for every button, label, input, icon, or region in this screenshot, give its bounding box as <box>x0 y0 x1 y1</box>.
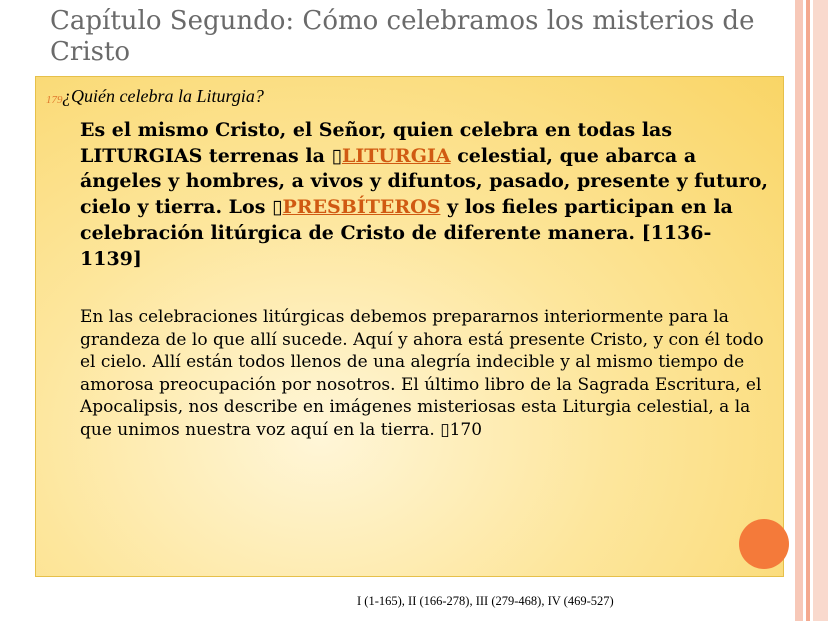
content-box <box>35 76 784 577</box>
link-marker-icon: ▯ <box>331 144 342 167</box>
link-presbiteros[interactable]: PRESBÍTEROS <box>282 196 441 219</box>
answer-text <box>80 118 770 272</box>
explanation-body: En las celebraciones litúrgicas debemos prepararnos interiormente para la grandeza de lo que allí sucede. Aquí y ahora está presente Cristo, y con él todo el cielo. Allí están todos llenos de una alegría indecible y al mismo tiempo de amorosa preocupación por nosotros. El último libro de la Sagrada Escritura, el Apocalipsis, nos describe en imágenes misteriosas esta Liturgia celestial, a la que unimos nuestra voz aquí en la tierra. <box>80 307 764 440</box>
decor-stripe-1 <box>795 0 803 621</box>
explanation-text <box>80 306 770 442</box>
footer-ranges: I (1-165), II (166-278), III (279-468), IV (469-527) <box>357 594 614 608</box>
link-liturgia[interactable]: LITURGIA <box>341 144 451 167</box>
explanation-reference: 170 <box>449 419 483 440</box>
decor-circle <box>739 519 789 569</box>
answer-part-1: Es el mismo Cristo, el Señor, quien celebra en todas las LITURGIAS terrenas la <box>80 119 673 167</box>
answer-part-3: y los fieles participan en la celebración litúrgica de Cristo de diferente manera. [1136-1139] <box>80 196 733 270</box>
reference-marker-icon: ▯ <box>440 419 450 440</box>
answer-part-2: celestial, que abarca a ángeles y hombres, a vivos y difuntos, pasado, presente y futuro, cielo y tierra. Los <box>80 144 768 219</box>
question-text: ¿Quién celebra la Liturgia? <box>62 86 264 106</box>
link-marker-icon: ▯ <box>272 196 283 219</box>
question-number: 179. <box>46 94 66 106</box>
decor-stripe-2 <box>806 0 810 621</box>
slide-title: Capítulo Segundo: Cómo celebramos los misterios de Cristo <box>50 6 755 67</box>
decor-stripe-3 <box>813 0 828 621</box>
